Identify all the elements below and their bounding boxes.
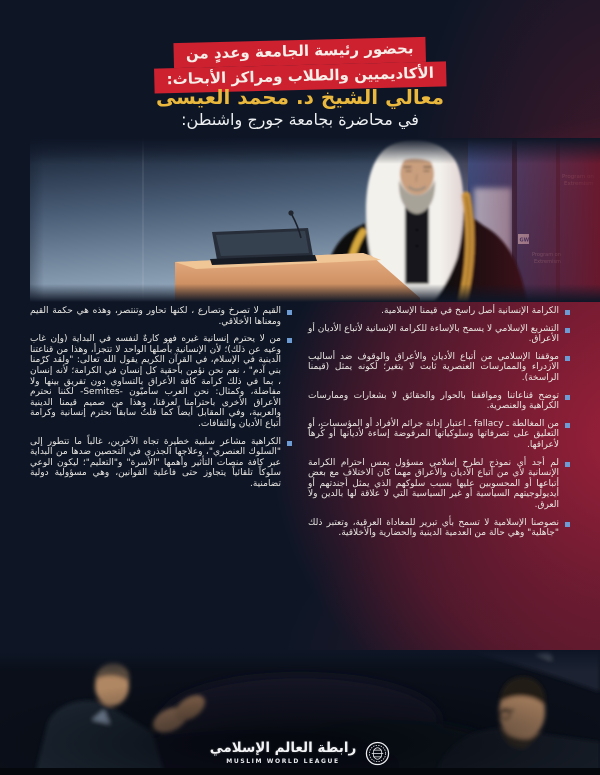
quotes-section (30, 306, 570, 539)
page-subtitle: في محاضرة بجامعة جورج واشنطن: (181, 110, 419, 129)
quote-item (30, 306, 292, 327)
banner-line-2: الأكاديميين والطلاب ومراكز الأبحاث: (154, 61, 446, 93)
bullet-marker-icon (287, 441, 292, 446)
bullet-marker-icon (565, 328, 570, 333)
bullet-marker-icon (565, 310, 570, 315)
quotes-column-right (308, 306, 570, 539)
quote-item (308, 324, 570, 345)
quotes-column-left (30, 306, 292, 539)
logo-arabic-calligraphy: رابطة العالم الإسلامي (209, 740, 357, 757)
logo-emblem-icon (365, 741, 390, 766)
quote-text: نصوصنا الإسلامية لا تسمح بأي تبرير للمعاداة العرقية، وتعتبر ذلك "جاهلية" وهي حالة من العدمية الدينية والحضارية والأخلاقية. (308, 517, 559, 539)
quote-item (308, 458, 570, 511)
page-title: معالي الشيخ د. محمد العيسى (155, 85, 445, 109)
quote-item (308, 306, 570, 317)
bullet-marker-icon (565, 423, 570, 428)
quote-text: من لا يحترم إنسانية غيره فهو كارهٌ لنفسه في البداية (وإن غاب وعيه عن ذلك)؛ لأن الإنسانية بأصلها الواحد لا تتجزأ، وهذا من قناعتنا الدينية في الإسلام، في القرآن الكريم يقول الله تعالى: "ولقد كرّمنا بني آدم" ، نعم نحن نؤمن بأحقية كل إنسان في الكرامة؛ لأنه إنسان ، بما في ذلك كرامة كافة الأعراق بالتساوي دون تفريق بينها ولا مفاضلة، وكمثال: نحن العرب ساميّون -Semites- لكننا نحترم الأعراق الأخرى باحترامنا لعرقنا، وهذا من صميم قيمنا الدينية والعربية، وفي المقابل أيضاً كما قلتُ سابقاً نحترم إنسانية وكرامة أتباع الأديان والثقافات. (30, 334, 281, 429)
banner-line-1: بحضور رئيسة الجامعة وعددٍ من (174, 37, 426, 68)
quote-item (308, 391, 570, 412)
bullet-marker-icon (287, 338, 292, 343)
bullet-marker-icon (565, 462, 570, 467)
quote-item (308, 419, 570, 451)
quote-text: لم أجد أي نموذج لطرح إسلامي مسؤول يمس احترام الكرامة الإنسانية لأي من أتباع الأديان والأعراق مهما كان الاختلاف مع بعض أتباعها أو المحسوبين عليها بسبب سلوكهم الذي يمثل أجندتهم أو أيديولوجيتهم السياسية أو غير السياسية التي لا علاقة لها بالدين ولا العرق. (308, 457, 559, 510)
quote-text: الكراهية مشاعر سلبية خطيرة تجاه الآخرين، غالباً ما تتطور إلى "السلوك العنصري"، وعلاجها الجذري في التحصين ضدها من البداية عبر كافة منصات التأثير وأهمها "الأسرة" و"التعليم"؛ ليكون الوعي سلوكاً تلقائياً يتجاوز حتى فاعلية القوانين، وهي مسؤولية دولية تضامنية. (30, 436, 281, 489)
logo-text-block (210, 741, 356, 764)
bullet-marker-icon (287, 310, 292, 315)
quote-item (30, 334, 292, 429)
laptop (210, 228, 317, 265)
bullet-marker-icon (565, 522, 570, 527)
quote-text: توضح قناعاتنا ومواقفنا بالحوار والحقائق لا بشعارات وممارسات الكراهية والعنصرية. (308, 390, 559, 412)
quote-text: التشريع الإسلامي لا يسمح بالإساءة للكرامة الإنسانية لأتباع الأديان أو الأعراق. (308, 323, 559, 345)
quote-item (308, 352, 570, 384)
bullet-marker-icon (565, 395, 570, 400)
quote-item (30, 437, 292, 490)
quote-text: الكرامة الإنسانية أصل راسخ في قيمنا الإسلامية. (381, 306, 559, 316)
quote-text: موقفنا الإسلامي من أتباع الأديان والأعراق والوقوف ضد أساليب الازدراء والممارسات العنصرية ثابت لا يتغير؛ لكونه يمثل (قيمنا الراسخة). (308, 351, 559, 383)
bullet-marker-icon (565, 356, 570, 361)
quote-item (308, 518, 570, 539)
quote-text: القيم لا تصرخ وتصارع ، لكنها تحاور وتنتصر، وهذه هي حكمة القيم ومعناها الأخلاقي. (30, 306, 281, 327)
logo-english-wordmark: MUSLIM WORLD LEAGUE (226, 757, 340, 765)
quote-text: من المغالطة ـ fallacy ـ اعتبار إدانة جرائم الأفراد أو المؤسسات، أو التعليق على تصرفاتها وسلوكياتها المرفوضة إساءة لأديانها أو كُرهاً لأعراقها. (308, 418, 559, 450)
speaker-photo (0, 138, 600, 302)
mwl-logo (0, 736, 600, 770)
